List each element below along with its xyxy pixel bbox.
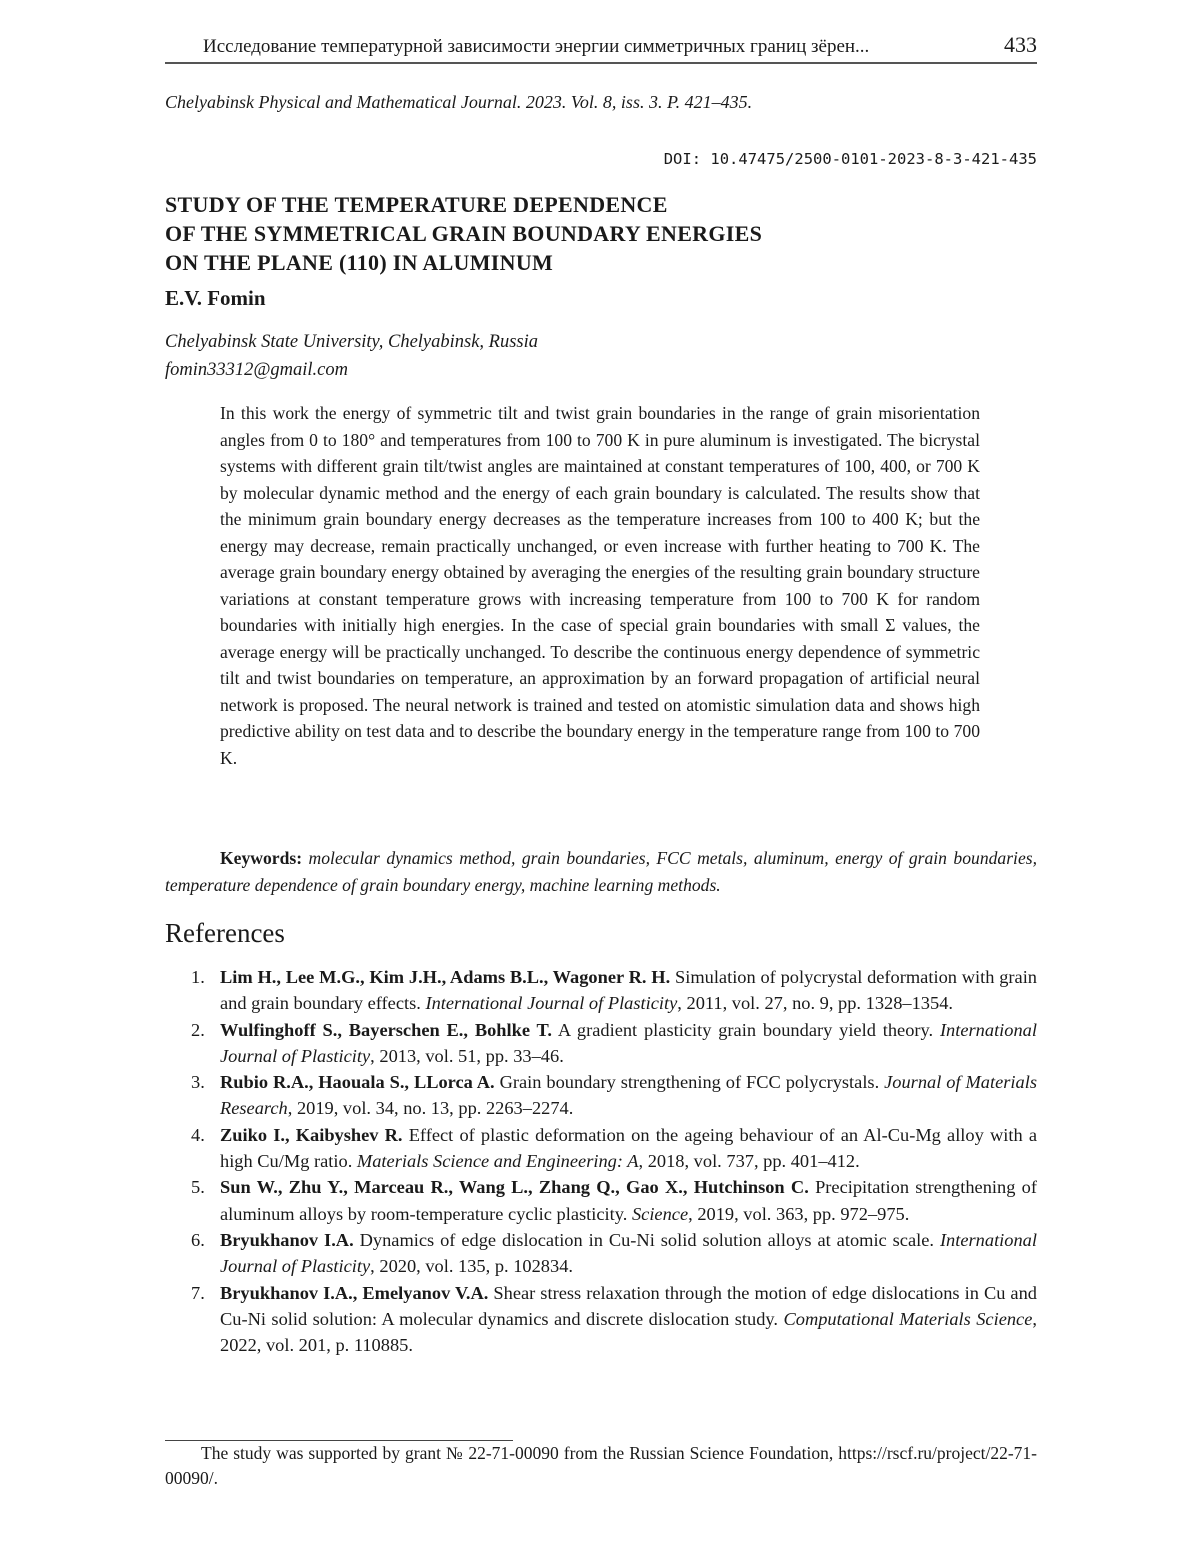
reference-item [165, 1227, 1037, 1280]
affiliation-block [165, 328, 538, 384]
reference-title: A gradient plasticity grain boundary yield theory. [552, 1020, 940, 1040]
reference-item [165, 1174, 1037, 1227]
reference-title: Effect of plastic deformation on the ageing behaviour of an Al-Cu-Mg alloy with a high Cu/Mg ratio. [220, 1125, 1037, 1171]
reference-number: 2. [191, 1017, 205, 1043]
running-head [165, 32, 1037, 64]
page-number: 433 [1004, 32, 1037, 58]
email: fomin33312@gmail.com [165, 356, 538, 384]
reference-authors: Wulfinghoff S., Bayerschen E., Bohlke T. [220, 1020, 552, 1040]
reference-number: 4. [191, 1122, 205, 1148]
reference-journal: Computational Materials Science [783, 1309, 1032, 1329]
reference-number: 1. [191, 964, 205, 990]
reference-title: Shear stress relaxation through the motion of edge dislocations in Cu and Cu-Ni solid solution: A molecular dynamics and discrete dislocation study. [220, 1283, 1037, 1329]
reference-title: Grain boundary strengthening of FCC polycrystals. [495, 1072, 884, 1092]
keywords-text: molecular dynamics method, grain boundaries, FCC metals, aluminum, energy of grain boundaries, temperature dependence of grain boundary energy, machine learning methods. [165, 848, 1037, 895]
reference-details: , 2018, vol. 737, pp. 401–412. [639, 1151, 860, 1171]
keywords-label: Keywords: [220, 848, 302, 868]
reference-journal: Journal of Materials Research [220, 1072, 1037, 1118]
abstract: In this work the energy of symmetric tilt and twist grain boundaries in the range of grain misorientation angles from 0 to 180° and temperatures from 100 to 700 K in pure aluminum is investigated. The bicrystal systems with different grain tilt/twist angles are maintained at constant temperatures of 100, 400, or 700 K by molecular dynamic method and the energy of each grain boundary is calculated. The results show that the minimum grain boundary energy decreases as the temperature increases from 100 to 400 K; but the energy may decrease, remain practically unchanged, or even increase with further heating to 700 K. The average grain boundary energy obtained by averaging the energies of the resulting grain boundary structure variations at constant temperature grows with increasing temperature from 100 to 700 K for random boundaries with initially high energies. In the case of special grain boundaries with small Σ values, the average energy will be practically unchanged. To describe the continuous energy dependence of symmetric tilt and twist boundaries on temperature, an approximation by an forward propagation of artificial neural network is proposed. The neural network is trained and tested on atomistic simulation data and shows high predictive ability on test data and to describe the boundary energy in the temperature range from 100 to 700 K. [220, 400, 980, 771]
reference-authors: Sun W., Zhu Y., Marceau R., Wang L., Zhang Q., Gao X., Hutchinson C. [220, 1177, 809, 1197]
title-line: STUDY OF THE TEMPERATURE DEPENDENCE [165, 190, 925, 219]
reference-journal: International Journal of Plasticity [220, 1230, 1037, 1276]
reference-authors: Lim H., Lee M.G., Kim J.H., Adams B.L., Wagoner R. H. [220, 967, 670, 987]
reference-details: , 2013, vol. 51, pp. 33–46. [370, 1046, 564, 1066]
reference-item [165, 1069, 1037, 1122]
reference-details: , 2011, vol. 27, no. 9, pp. 1328–1354. [677, 993, 953, 1013]
reference-authors: Bryukhanov I.A., Emelyanov V.A. [220, 1283, 488, 1303]
reference-authors: Zuiko I., Kaibyshev R. [220, 1125, 403, 1145]
paper-title [165, 190, 925, 277]
footnote-text: The study was supported by grant № 22-71-00090 from the Russian Science Foundation, https://rscf.ru/project/22-71-00090/. [165, 1443, 1037, 1488]
reference-item [165, 964, 1037, 1017]
reference-number: 6. [191, 1227, 205, 1253]
reference-authors: Rubio R.A., Haouala S., LLorca A. [220, 1072, 495, 1092]
reference-details: , 2022, vol. 201, p. 110885. [220, 1309, 1037, 1355]
affiliation: Chelyabinsk State University, Chelyabinsk, Russia [165, 328, 538, 356]
title-line: ON THE PLANE (110) IN ALUMINUM [165, 248, 925, 277]
keywords [165, 845, 1037, 899]
references-heading: References [165, 918, 285, 949]
reference-title: Precipitation strengthening of aluminum alloys by room-temperature cyclic plasticity. [220, 1177, 1037, 1223]
journal-citation: Chelyabinsk Physical and Mathematical Journal. 2023. Vol. 8, iss. 3. P. 421–435. [165, 92, 752, 113]
reference-journal: Materials Science and Engineering: A [357, 1151, 639, 1171]
reference-item [165, 1122, 1037, 1175]
references-list [165, 964, 1037, 1358]
reference-authors: Bryukhanov I.A. [220, 1230, 354, 1250]
reference-details: , 2019, vol. 34, no. 13, pp. 2263–2274. [288, 1098, 574, 1118]
reference-number: 7. [191, 1280, 205, 1306]
reference-number: 3. [191, 1069, 205, 1095]
title-line: OF THE SYMMETRICAL GRAIN BOUNDARY ENERGIES [165, 219, 925, 248]
running-head-title: Исследование температурной зависимости энергии симметричных границ зёрен... [203, 36, 869, 58]
reference-journal: International Journal of Plasticity [425, 993, 677, 1013]
reference-item [165, 1017, 1037, 1070]
footnote [165, 1441, 1037, 1491]
reference-journal: International Journal of Plasticity [220, 1020, 1037, 1066]
reference-details: , 2020, vol. 135, p. 102834. [370, 1256, 573, 1276]
reference-title: Simulation of polycrystal deformation with grain and grain boundary effects. [220, 967, 1037, 1013]
reference-details: , 2019, vol. 363, pp. 972–975. [688, 1204, 909, 1224]
author: E.V. Fomin [165, 286, 266, 311]
reference-title: Dynamics of edge dislocation in Cu-Ni solid solution alloys at atomic scale. [354, 1230, 940, 1250]
doi: DOI: 10.47475/2500-0101-2023-8-3-421-435 [664, 150, 1037, 168]
reference-item [165, 1280, 1037, 1359]
reference-journal: Science [632, 1204, 688, 1224]
reference-number: 5. [191, 1174, 205, 1200]
